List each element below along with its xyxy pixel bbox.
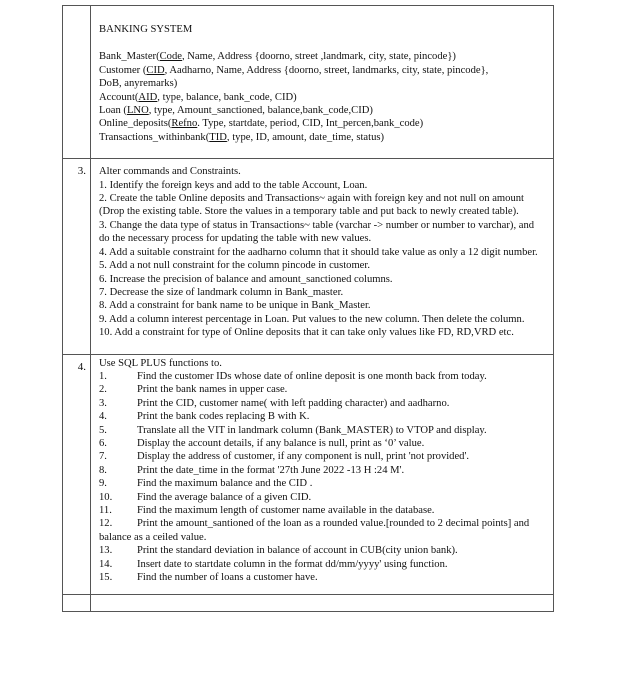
constraint-item: 10. Add a constraint for type of Online deposits that it can take only values like FD, RD,VRD etc. bbox=[99, 327, 514, 339]
item-text: Insert date to startdate column in the format dd/mm/yyyy' using function. bbox=[137, 558, 448, 570]
constraint-item: 7. Decrease the size of landmark column in Bank_master. bbox=[99, 286, 344, 298]
item-number: 8. bbox=[99, 464, 107, 476]
constraint-item: 9. Add a column interest percentage in Loan. Put values to the new column. Then delete the column. bbox=[99, 313, 525, 325]
constraint-item: 8. Add a constraint for bank name to be unique in Bank_Master. bbox=[99, 300, 371, 312]
constraint-item: 1. Identify the foreign keys and add to the table Account, Loan. bbox=[99, 179, 368, 191]
sql-functions-cell bbox=[91, 354, 554, 595]
section-title: Use SQL PLUS functions to. bbox=[99, 357, 222, 369]
item-number: 1. bbox=[99, 370, 107, 382]
row-banking-system bbox=[63, 6, 554, 159]
function-item bbox=[99, 477, 547, 490]
constraint-item: 5. Add a not null constraint for the column pincode in customer. bbox=[99, 260, 370, 272]
item-text: Display the account details, if any balance is null, print as ‘0’ value. bbox=[137, 437, 425, 449]
item-text: Find the number of loans a customer have. bbox=[137, 572, 318, 584]
schema-line bbox=[99, 50, 547, 63]
function-item bbox=[99, 558, 547, 571]
function-item bbox=[99, 450, 547, 463]
function-item bbox=[99, 383, 547, 396]
row-alter-commands bbox=[63, 159, 554, 354]
function-item bbox=[99, 571, 547, 584]
item-text: Print the CID, customer name( with left padding character) and aadharno. bbox=[137, 397, 450, 409]
schema-text: Loan ( bbox=[99, 105, 127, 117]
row-number: 3. bbox=[63, 159, 91, 354]
section-title: BANKING SYSTEM bbox=[99, 24, 193, 35]
alter-commands-cell bbox=[91, 159, 554, 354]
item-number: 15. bbox=[99, 572, 113, 584]
schema-text: Bank_Master( bbox=[99, 51, 160, 63]
function-item bbox=[99, 464, 547, 477]
item-text: Find the maximum balance and the CID . bbox=[137, 478, 313, 490]
primary-key: Code bbox=[159, 51, 182, 63]
item-number: 7. bbox=[99, 451, 107, 463]
schema-text: , type, Amount_sanctioned, balance,bank_code,CID) bbox=[148, 105, 373, 117]
functions-list bbox=[99, 370, 547, 585]
schema-text: DoB, anyremarks) bbox=[99, 78, 178, 90]
schema-text: Online_deposits( bbox=[99, 118, 172, 130]
function-item bbox=[99, 410, 547, 423]
schema-text: Transactions_withinbank( bbox=[99, 131, 210, 143]
row-number-cell bbox=[63, 595, 91, 612]
schema-line bbox=[99, 91, 547, 104]
primary-key: CID bbox=[146, 64, 165, 76]
function-item bbox=[99, 437, 547, 450]
item-text: Print the bank codes replacing B with K. bbox=[137, 411, 310, 423]
row-number: 4. bbox=[63, 354, 91, 595]
item-number: 2. bbox=[99, 384, 107, 396]
constraints-list bbox=[99, 179, 547, 340]
schema-text: , type, balance, bank_code, CID) bbox=[157, 91, 297, 103]
function-item bbox=[99, 424, 547, 437]
constraint-item: 2. Create the table Online deposits and Transactions~ again with foreign key and not null on amount (Drop the existing table. Store the values in a temporary table and put back to newly created table). bbox=[99, 193, 524, 218]
function-item bbox=[99, 397, 547, 410]
schema-text: Account( bbox=[99, 91, 139, 103]
schema-text: . Type, startdate, period, CID, Int_percen,bank_code) bbox=[197, 118, 424, 130]
item-text: Find the maximum length of customer name available in the database. bbox=[137, 505, 435, 516]
item-number: 3. bbox=[99, 397, 107, 409]
schema-line bbox=[99, 131, 547, 144]
primary-key: TID bbox=[209, 131, 227, 143]
item-number: 11. bbox=[99, 505, 112, 516]
function-item bbox=[99, 370, 547, 383]
item-number: 6. bbox=[99, 437, 107, 449]
row-empty bbox=[63, 595, 554, 612]
item-text: Print the amount_santioned of the loan as a rounded value.[rounded to 2 decimal points] and balance as a ceiled value. bbox=[99, 518, 530, 543]
schema-line bbox=[99, 104, 547, 117]
row-number-cell bbox=[63, 6, 91, 159]
row-sql-functions bbox=[63, 354, 554, 595]
schema-text: , type, ID, amount, date_time, status) bbox=[226, 131, 385, 143]
item-text: Find the customer IDs whose date of online deposit is one month back from today. bbox=[137, 370, 487, 382]
item-number: 9. bbox=[99, 478, 107, 490]
schema-text: , Aadharno, Name, Address {doorno, street, landmarks, city, state, pincode}, bbox=[164, 64, 489, 76]
schema-list bbox=[99, 50, 547, 144]
item-text: Print the date_time in the format '27th June 2022 -13 H :24 M'. bbox=[137, 464, 405, 476]
primary-key: LNO bbox=[126, 105, 149, 117]
schema-text: Customer ( bbox=[99, 64, 147, 76]
item-number: 14. bbox=[99, 558, 113, 570]
item-number: 5. bbox=[99, 424, 107, 436]
item-number: 10. bbox=[99, 491, 113, 503]
empty-cell bbox=[91, 595, 554, 612]
item-number: 4. bbox=[99, 411, 107, 423]
item-text: Print the bank names in upper case. bbox=[137, 384, 288, 396]
schema-line bbox=[99, 64, 547, 77]
function-item bbox=[99, 491, 547, 504]
primary-key: AID bbox=[138, 91, 158, 103]
schema-text: , Name, Address {doorno, street ,landmark, city, state, pincode}) bbox=[181, 51, 456, 63]
function-item bbox=[99, 544, 547, 557]
item-number: 13. bbox=[99, 545, 113, 557]
banking-system-cell bbox=[91, 6, 554, 159]
item-text: Display the address of customer, if any component is null, print 'not provided'. bbox=[137, 451, 470, 463]
function-item bbox=[99, 517, 547, 544]
item-text: Translate all the VIT in landmark column (Bank_MASTER) to VTOP and display. bbox=[137, 424, 487, 436]
schema-line bbox=[99, 117, 547, 130]
primary-key: Refno bbox=[171, 118, 198, 130]
constraint-item: 3. Change the data type of status in Transactions~ table (varchar -> number or number to varchar), and do the necessary process for updating the table with new values. bbox=[99, 219, 535, 245]
item-number: 12. bbox=[99, 518, 113, 530]
assignment-table bbox=[62, 5, 554, 612]
section-title: Alter commands and Constraints. bbox=[99, 166, 241, 178]
function-item bbox=[99, 504, 547, 517]
constraint-item: 6. Increase the precision of balance and amount_sanctioned columns. bbox=[99, 273, 393, 285]
constraint-item: 4. Add a suitable constraint for the aadharno column that it should take value as only a 12 digit number. bbox=[99, 246, 538, 258]
schema-line bbox=[99, 77, 547, 90]
item-text: Print the standard deviation in balance of account in CUB(city union bank). bbox=[137, 545, 458, 557]
item-text: Find the average balance of a given CID. bbox=[137, 491, 312, 503]
